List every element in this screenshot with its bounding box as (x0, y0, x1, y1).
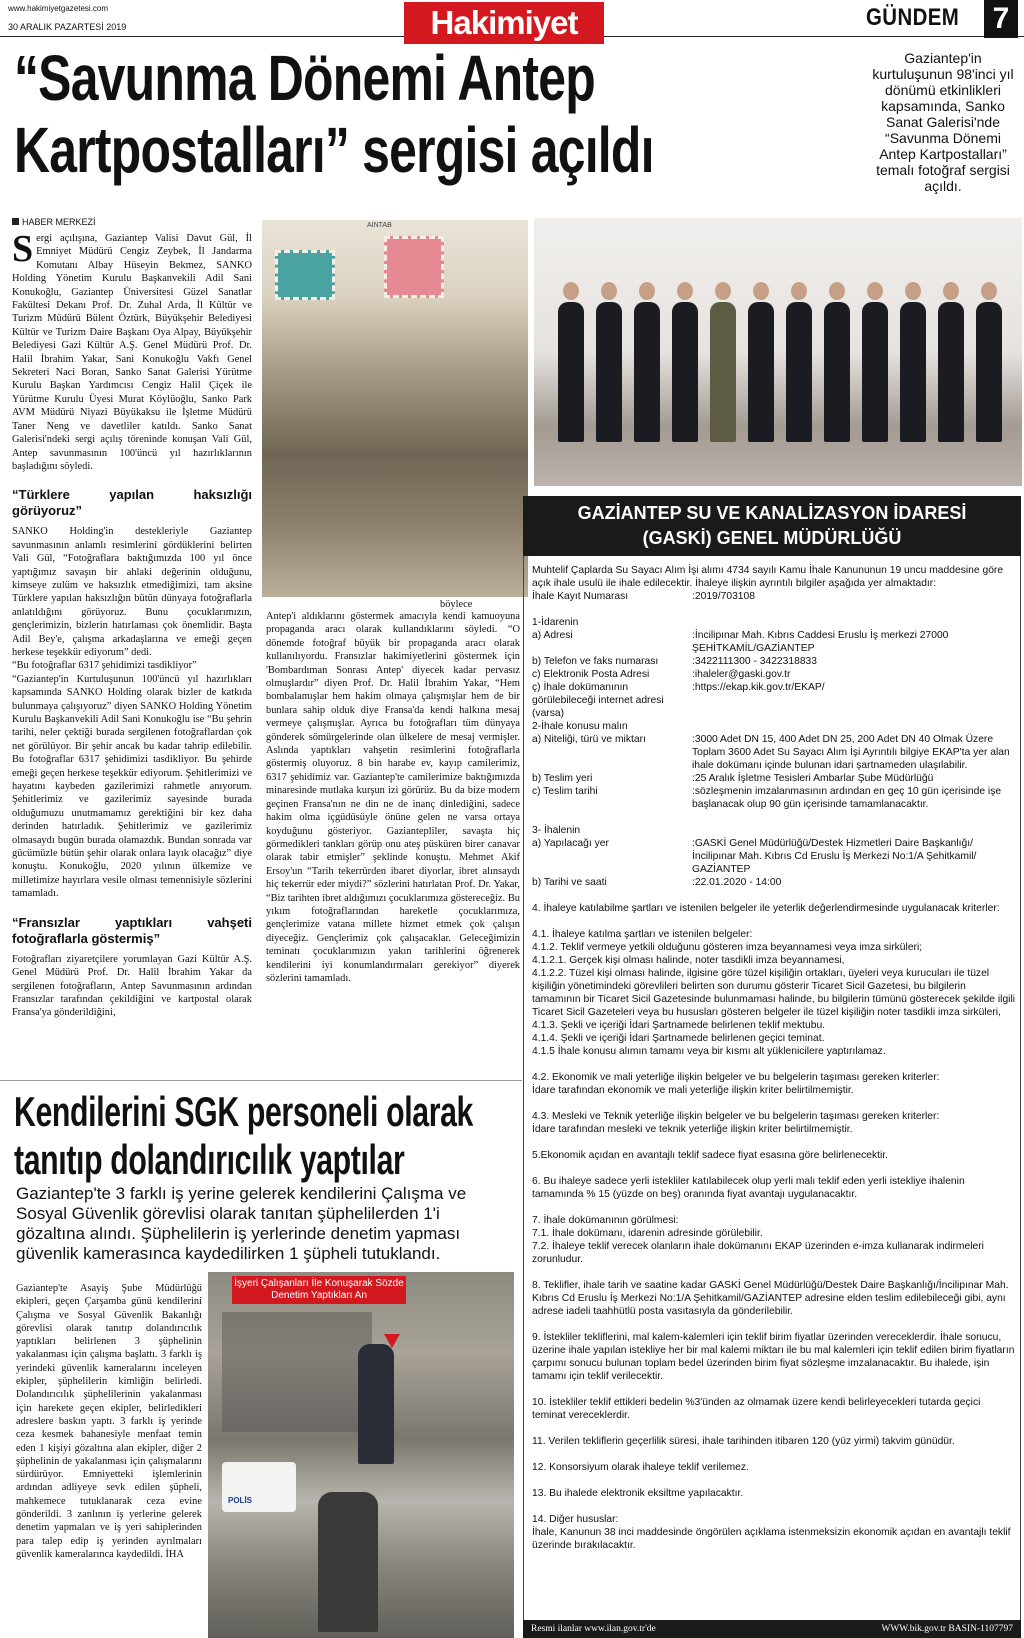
subheading-2: “Fransızlar yaptıkları vahşeti fotoğraflarla göstermiş” (12, 914, 252, 946)
logo-text: Hakimiyet (430, 4, 578, 41)
person (938, 302, 964, 442)
tender-row (532, 837, 1016, 876)
tender-paragraph: 7. İhale dokümanının görülmesi: 7.1. İhale dokümanı, idarenin adresinde görülebilir. 7.2. İhaleye teklif verecek olanların ihale dokümanını EKAP üzerinden e-imza kullanarak indirmeleri zorunludur. (532, 1215, 984, 1265)
red-arrow-icon (384, 1334, 400, 1348)
tender-title-line-1: GAZİANTEP SU VE KANALİZASYON İDARESİ (577, 503, 967, 523)
site-url[interactable]: www.hakimiyetgazetesi.com (8, 4, 109, 13)
tender-paragraph: 4.2. Ekonomik ve mali yeterliğe ilişkin belgeler ve bu belgelerin taşıması gereken kriterler: İdare tarafından ekonomik ve mali yeterliğe ilişkin kriter belirtilmemiştir. (532, 1072, 940, 1096)
tender-row (532, 681, 1016, 720)
person (634, 302, 660, 442)
shop-interior (222, 1312, 372, 1432)
person-head (943, 282, 959, 300)
tender-notice-body (532, 564, 1016, 1552)
person (710, 302, 736, 442)
person-head (753, 282, 769, 300)
tender-row-label: a) Niteliği, türü ve miktarı (532, 734, 646, 745)
footer-right[interactable]: WWW.bik.gov.tr BASIN-1107797 (881, 1624, 1013, 1634)
tender-row-value: :sözleşmenin imzalanmasının ardından en geç 10 gün içerisinde işe başlanacak olup 90 gün içerisinde tamamlanacaktır. (692, 786, 1002, 810)
subheading-inline: “Bu fotoğraflar 6317 şehidimizi tasdikliyor” (12, 660, 197, 672)
byline-square-icon (12, 218, 19, 225)
postcard-label: AINTAB (367, 222, 392, 229)
story1-column-2: Antep'i aldıklarını göstermek amacıyla kendi kamuoyuna propaganda aracı olarak kullandıklarını söyledi. “O dönemde fotoğraf büyük bir propaganda aracı olarak kullanılıyordu. Fransızlar hakimiyetlerini göstermek için 'Bombardıman Sonrası Antep' diyecek kadar pervasız olmuşlardır” diyen Prof. Dr. Halil İbrahim Yakar, “Hem bombalamışlar hem hakim olmaya çalışmışlar hem de bir bunlara sahip olduk diye Fransa'da kendi halkına mesaj vermeye çalışmışlar. Ayrıca bu fotoğrafları tüm dünyaya gönderek sömürgelerinde olan ülkelere de mesaj vermişler. Aslında yaptıkları vahşetin resimlerini fotoğraflarla göstermiş oluyoruz. 8 bin harabe ev, kayıp camilerimiz, 6317 şehidimiz var. Gaziantep'te camilerimize baktığımızda minaresinde mutlaka kurşun izi görürüz. Bu da bize modern geçinen Fransa'nın ne din ne de inanç dinlediğini, sadece hakim olma içgüdüsüyle önüne gelen ne varsa ortaya koyduğunu gösteriyor. Gaziantepliler, savaşta hiç görmedikleri tankları görüp onu ateş püsküren birer canavar olarak tabir etmişler” şeklinde konuştu. Mehmet Akif Ersoy'un “Tarih tekerrürden ibaret diyorlar, ibret alınsaydı hiç tekerrür eder miydi?” sözlerini hatırlatan Prof. Dr. Yakar, “Biz tarihten ibret aldığımızı çocuklarımıza göstereceğiz. Bu yıkım fotoğraflarından hareketle çocuklarımıza, gençlerimize vatana millete hizmet etmek çok çalışın diyeceğiz. Gençlerimiz çok çalışacaklar. Geleceğimizin teminatı çocuklarımızın yakın tarihlerini öğrenerek kendilerini iyi konumlandırmaları gerekiyor” diyerek sözlerini tamamladı. (266, 611, 520, 984)
headline-exhibition: “Savunma Dönemi Antep Kartpostalları” sergisi açıldı (14, 42, 654, 186)
headline-sgk-fraud: Kendilerini SGK personeli olarak tanıtıp dolandırıcılık yaptılar (14, 1088, 474, 1183)
tender-row (532, 733, 1016, 772)
tender-row-label: a) Adresi (532, 630, 573, 641)
tender-row (532, 876, 1016, 889)
tender-row-label: İhale Kayıt Numarası (532, 591, 629, 602)
suspect-figure (358, 1344, 394, 1464)
story1-continuation-word: böylece (440, 599, 473, 610)
tender-paragraph: 10. İstekliler teklif ettikleri bedelin %3'ünden az olmamak üzere kendi belirleyecekleri tutarda geçici teminat vereceklerdir. (532, 1397, 981, 1421)
person-head (715, 282, 731, 300)
person (824, 302, 850, 442)
person-head (791, 282, 807, 300)
exhibition-group-photo (534, 218, 1022, 486)
person-head (905, 282, 921, 300)
person (786, 302, 812, 442)
person (748, 302, 774, 442)
tender-row (532, 629, 1016, 655)
tender-row-value: :3000 Adet DN 15, 400 Adet DN 25, 200 Adet DN 40 Olmak Üzere Toplam 3600 Adet Su Sayacı Alım İşi Ayrıntılı bilgiye EKAP'ta yer alan ihale dokümanı içinde bulunan idari şartnameden ulaşılabilir. (692, 734, 1010, 771)
tender-intro: Muhtelif Çaplarda Su Sayacı Alım İşi alımı 4734 sayılı Kamu İhale Kanununun 19 uncu maddesine göre açık ihale usulü ile ihale edilecektir. İhaleye ilişkin ayrıntılı bilgiler aşağıda yer almaktadır: (532, 565, 1004, 589)
person-head (829, 282, 845, 300)
tender-row-label: b) Teslim yeri (532, 773, 593, 784)
tender-row-value: :İncilipınar Mah. Kıbrıs Caddesi Eruslu İş merkezi 27000 ŞEHİTKAMİL/GAZİANTEP (692, 630, 949, 654)
person-head (563, 282, 579, 300)
tender-row-label: ç) İhale dokümanının görülebileceği internet adresi (varsa) (532, 682, 664, 719)
tender-row-label: c) Teslim tarihi (532, 786, 598, 797)
tender-notice-title (523, 496, 1021, 556)
tender-paragraph: 14. Diğer hususlar: İhale, Kanunun 38 inci maddesinde öngörülen açıklama istenmeksizin ekonomik açıdan en avantajlı teklif üzerinde bırakılacaktır. (532, 1514, 1011, 1551)
person (862, 302, 888, 442)
person-head (981, 282, 997, 300)
issue-date: 30 ARALIK PAZARTESİ 2019 (8, 22, 127, 32)
tender-paragraph: 4.1. İhaleye katılma şartları ve istenilen belgeler: 4.1.2. Teklif vermeye yetkili olduğunu gösteren imza beyannamesi veya imza sirküleri; 4.1.2.1. Gerçek kişi olması halinde, noter tasdikli imza beyannamesi, 4.1.2.2. Tüzel kişi olması halinde, ilgisine göre tüzel kişiliğin ortakları, üyeleri veya kurucuları ile tüzel kişiliğin yönetimindeki görevlileri belirten son durumu gösterir Ticaret Sicil Gazetesi, bu bilgilerin tamamının bir Ticaret Sicil Gazetesinde bulunmaması halinde, bu bilgilerin tümünü gösterecek şekilde ilgili Ticaret Sicil Gazeteleri veya bu hususları gösteren belgeler ile tüzel kişiliğin noter tasdikli imza sirküleri, 4.1.3. Şekli ve içeriği İdari Şartnamede belirlenen teklif mektubu. 4.1.4. Şekli ve içeriği İdari Şartnamede belirlenen geçici teminat. 4.1.5 İhale konusu alımın tamamı veya bir kısmı alt yüklenicilere yaptırılamaz. (532, 929, 1016, 1057)
tender-section-heading: 2-İhale konusu malın (532, 721, 628, 732)
tender-paragraph: 8. Teklifler, ihale tarih ve saatine kadar GASKİ Genel Müdürlüğü/Destek Daire Başkanlığı/İncilipınar Mah. Kıbrıs Cd Eruslu İş Merkezi No:1/A Şehitkamil/GAZİANTEP adresine elden teslim edilebileceği gibi, aynı adrese iadeli taahhütlü posta vasıtasıyla da gönderilebilir. (532, 1280, 1009, 1317)
story2-body: Gaziantep'te Asayiş Şube Müdürlüğü ekipleri, geçen Çarşamba günü kendilerini Çalışma ve Sosyal Güvenlik Bakanlığı görevlisi olarak tanıtıp dolandırıcılık yaptıkları belirlenen 3 şüphelinin yakalanması için çalışma başlattı. 3 farklı iş yerindeki güvenlik kameralarını inceleyen ekipler, şüphelilerin kimliğin belirledi. Dolandırıcılık şüphelilerinin yakalanması için harekete geçen ekipler, belirledikleri adreslere baskın yaptı. 3 farklı iş yerinde ceza kesmek bahanesiyle menfaat temin eden 1 kişiyi gözaltına alan ekipler, diğer 2 şüphelinin de yakalanması için çalışmalarını sürdürüyor. Emniyetteki işlemlerinin ardından adliyeye sevk edilen şüpheli, mahkemece tutuklanarak ceza evine gönderildi. 3 zanlının iş yerlerine gelerek denetim yapmaları ve iş yeri sahiplerinden para talep edip iş yerinden ayrılmaları güvenlik kameralarınca kaydedildi. İHA (16, 1283, 202, 1560)
police-car-sign: POLİS (228, 1496, 253, 1505)
tender-row-value: :GASKİ Genel Müdürlüğü/Destek Hizmetleri Daire Başkanlığı/ İncilipınar Mah. Kıbrıs Cd Eruslu İş Merkezi No:1/A Şehitkamil/ GAZİANTEP (692, 838, 977, 875)
detained-suspect (318, 1492, 378, 1632)
story1-lead: ergi açılışına, Gaziantep Valisi Davut Gül, İl Emniyet Müdürü Cengiz Zeybek, İl Jandarma Komutanı Albay Hüseyin Bekmez, SANKO Holding Yönetim Kurulu Başkanvekili Adil Sani Konukoğlu, Gaziantep Üniversitesi Güzel Sanatlar Fakültesi Dekanı Prof. Dr. Zuhal Arda, İl Kültür ve Turizm Müdürü Bülent Öztürk, Büyükşehir Belediyesi Kültür ve Turizm Daire Başkanı Oya Alpay, Büyükşehir Belediyesi Gazi Kültür A.Ş. Genel Müdürü Prof. Dr. Halil İbrahim Yakar, Sani Konukoğlu Vakfı Genel Sekreteri Naci Boran, Sanko Sanat Galerisi Yürütme Kurulu Başkan Yardımcısı Cengiz Halil Çiçek ile Yürütme Kurulu Üyesi Murat Köylüoğlu, Sanko Park AVM Müdürü Niyazi Büyükaksu ile İşletme Müdürü Taner Neng ve davetliler katıldı. Sanko Sanat Galerisi'ndeki sergi açılış töreninde konuşan Vali Gül, Antep savunmasının 100'üncü yıl hazırlıklarının başladığını söyledi. (12, 233, 252, 472)
section-name: GÜNDEM (866, 4, 960, 31)
tender-title-line-2: (GASKİ) GENEL MÜDÜRLÜĞÜ (642, 528, 902, 548)
story1-column-1 (12, 232, 252, 1077)
tender-paragraph: 11. Verilen tekliflerin geçerlilik süresi, ihale tarihinden itibaren 120 (yüz yirmi) takvim günüdür. (532, 1436, 955, 1447)
tender-row-label: a) Yapılacağı yer (532, 838, 609, 849)
person-head (867, 282, 883, 300)
security-camera-photo (208, 1272, 514, 1638)
tender-paragraph: 9. İstekliler tekliflerini, mal kalem-kalemleri için teklif birim fiyatlar üzerinden vereceklerdir. İhale sonucu, üzerine ihale yapılan istekliye her bir mal kalemi miktarı ile bu mal kalemleri için teklif edilen birim fiyatların çarpımı sonucu bulunan toplam bedel üzerinden birim fiyat sözleşme imzalanacaktır. Bu ihalede, işin tamamı için teklif verilecektir. (532, 1332, 1015, 1382)
tender-row (532, 785, 1016, 811)
subheading-1: “Türklere yapılan haksızlığı görüyoruz” (12, 487, 252, 519)
tender-row-label: b) Telefon ve faks numarası (532, 656, 659, 667)
tender-row-label: c) Elektronik Posta Adresi (532, 669, 650, 680)
page-number: 7 (984, 0, 1018, 38)
story1-body-2: “Gaziantep'in Kurtuluşunun 100'üncü yıl hazırlıkları kapsamında SANKO Holding olarak bizler de katkıda bulunmaya çalışıyoruz” diyen SANKO Holding Yönetim Kurulu Başkanvekili Adil Sani Konukoğlu ise “Bu şehrin tarihi, neler çektiği burada sergilenen fotoğraflardan çok net görülüyor. Bir şehir ancak bu kadar tahrip edilebilir. Bu fotoğraflar 6317 şehidimizi tasdikliyor. Bu şehirde emeği geçen herkese teşekkür ediyorum. Şehitlerimizi ve hayatını kaybeden gazilerimizi rahmetle anıyorum. Şehitlerimiz ve gazilerimiz sayesinde burada olduğumuzu unutmamamız gerektiğini bir kez daha derinden hatırladık. Şehitlerimiz ve gazilerimiz olmasaydı bugün burada olamazdık. Bundan sonrada var gücümüzle bütün şehir olarak onlara layık olacağız” diye konuştu. Konukoğlu, 2020 yılının ülkemize ve milletimize hayırlara vesile olması temennisiyle sözlerini tamamladı. (12, 673, 252, 900)
person (976, 302, 1002, 442)
person (900, 302, 926, 442)
person (596, 302, 622, 442)
dropcap: S (12, 232, 34, 270)
tender-row-value: :25 Aralık İşletme Tesisleri Ambarlar Şube Müdürlüğü (692, 773, 934, 784)
photo-caption: İşyeri Çalışanları İle Konuşarak Sözde Denetim Yaptıkları An (232, 1276, 406, 1304)
tender-row-value: :ihaleler@gaski.gov.tr (692, 669, 791, 680)
deck-exhibition: Gaziantep'in kurtuluşunun 98'inci yıl dönümü etkinlikleri kapsamında, Sanko Sanat Galerisi'nde “Savunma Dönemi Antep Kartpostalları” temalı fotoğraf sergisi açıldı. (872, 50, 1014, 194)
tender-paragraph: 4. İhaleye katılabilme şartları ve istenilen belgeler ile yeterlik değerlendirmesinde uygulanacak kriterler: (532, 903, 1000, 914)
tender-row (532, 668, 1016, 681)
tender-paragraph: 6. Bu ihaleye sadece yerli istekliler katılabilecek olup yerli malı teklif eden yerli istekliye ihalenin tamamında % 15 (yüzde on beş) oranında fiyat avantajı uygulanacaktır. (532, 1176, 965, 1200)
tender-footer (523, 1620, 1021, 1638)
deck-sgk-fraud: Gaziantep'te 3 farklı iş yerine gelerek kendilerini Çalışma ve Sosyal Güvenlik görevlisi olarak tanıtan şüphelilerden 1'i gözaltına alındı. Şüphelilerin iş yerlerinde denetim yapması güvenlik kamerasınca kaydedilirken 1 şüpheli tutuklandı. (16, 1184, 467, 1263)
tender-section-heading: 3- İhalenin (532, 825, 581, 836)
person (672, 302, 698, 442)
tender-row-value: :https://ekap.kik.gov.tr/EKAP/ (692, 682, 825, 693)
byline (12, 217, 96, 227)
tender-row-value: :2019/703108 (692, 591, 755, 602)
postage-stamp-blue (275, 250, 335, 300)
tender-section-heading: 1-İdarenin (532, 617, 579, 628)
tender-paragraph: 13. Bu ihalede elektronik eksiltme yapılacaktır. (532, 1488, 744, 1499)
tender-row-value: :3422111300 - 3422318833 (692, 656, 818, 667)
tender-paragraph: 12. Konsorsiyum olarak ihaleye teklif verilemez. (532, 1462, 749, 1473)
story1-body-1: SANKO Holding'in destekleriyle Gaziantep savunmasının anlamlı resimlerini gördüklerini belirten Vali Gül, “Fotoğraflara baktığımızda 100 yıl önce yaptığımız savaşın bir ahlaki değerinin olduğunu, kimseye zulüm ve haksızlık etmediğimizi, tam aksine Türklere yapılan haksızlığın bütün dünyaya fotoğraflarla anlatıldığını görüyoruz. Bunu çocuklarımızın, gençlerimizin, bizlerin hatırlaması çok önemlidir. Başta Adil Bey'e, çalışma arkadaşlarına ve emeği geçen herkese teşekkür ediyorum” dedi. (12, 526, 252, 658)
tender-row (532, 655, 1016, 668)
tender-paragraph: 5.Ekonomik açıdan en avantajlı teklif sadece fiyat esasına göre belirlenecektir. (532, 1150, 889, 1161)
postage-stamp-red (384, 236, 444, 298)
newspaper-logo (404, 2, 604, 44)
person-head (639, 282, 655, 300)
footer-left[interactable]: Resmi ilanlar www.ilan.gov.tr'de (531, 1624, 656, 1634)
person-head (677, 282, 693, 300)
person (558, 302, 584, 442)
tender-paragraph: 4.3. Mesleki ve Teknik yeterliğe ilişkin belgeler ve bu belgelerin taşıması gereken kriterler: İdare tarafından mesleki ve teknik yeterliğe ilişkin kriter belirtilmemiştir. (532, 1111, 940, 1135)
byline-text: HABER MERKEZİ (22, 217, 96, 227)
person-head (601, 282, 617, 300)
tender-row-value: :22.01.2020 - 14:00 (692, 877, 782, 888)
tender-row (532, 590, 1016, 603)
tender-row-label: b) Tarihi ve saati (532, 877, 607, 888)
section-divider (0, 1080, 522, 1081)
tender-row (532, 772, 1016, 785)
story1-body-3: Fotoğrafları ziyaretçilere yorumlayan Gazi Kültür A.Ş. Genel Müdürü Prof. Dr. Halil İbrahim Yakar da sergilenen fotoğrafların, Antep Savunmasının ardından Fransızlar tarafından çekildiğini ve kartpostal olarak Fransa'ya gönderildiğini, (12, 953, 252, 1019)
